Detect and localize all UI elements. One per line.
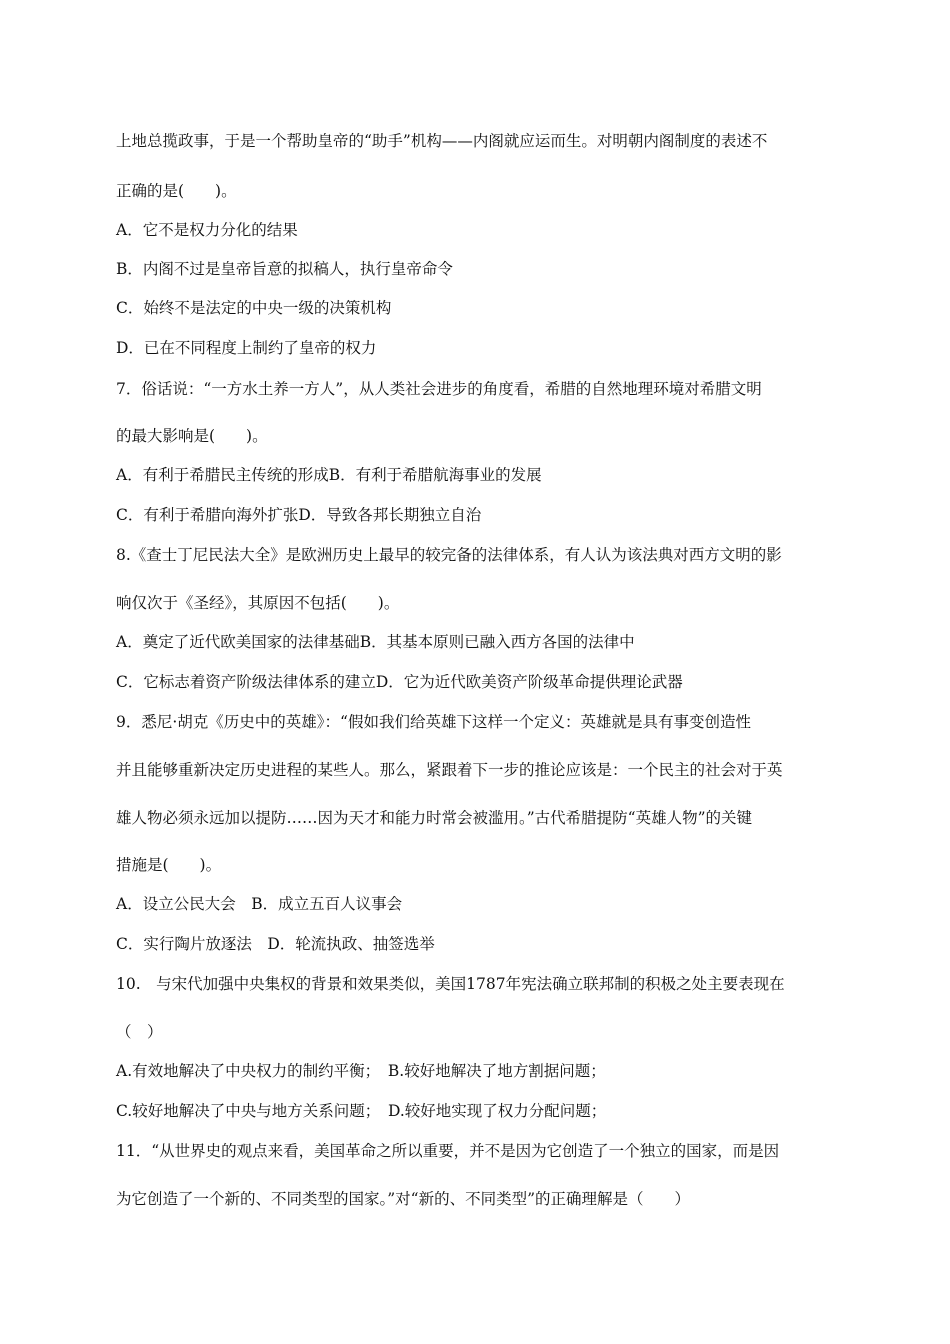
question-9: 9．悉尼·胡克《历史中的英雄》：“假如我们给英雄下这样一个定义：英雄就是具有事变创造性 bbox=[116, 713, 751, 731]
option-line: C．始终不是法定的中央一级的决策机构 bbox=[116, 299, 392, 317]
text-line: 正确的是( )。 bbox=[116, 182, 237, 200]
option-line: A．奠定了近代欧美国家的法律基础B．其基本原则已融入西方各国的法律中 bbox=[116, 633, 635, 651]
text-line: 的最大影响是( )。 bbox=[116, 427, 268, 445]
text-line: 并且能够重新决定历史进程的某些人。那么，紧跟着下一步的推论应该是：一个民主的社会对于英 bbox=[116, 761, 783, 779]
option-line: B．内阁不过是皇帝旨意的拟稿人，执行皇帝命令 bbox=[116, 260, 453, 278]
option-line: A．有利于希腊民主传统的形成B．有利于希腊航海事业的发展 bbox=[116, 466, 542, 484]
option-line: A.有效地解决了中央权力的制约平衡； B.较好地解决了地方割据问题； bbox=[116, 1062, 606, 1080]
text-line: （ ） bbox=[116, 1023, 163, 1041]
option-line: C.较好地解决了中央与地方关系问题； D.较好地实现了权力分配问题； bbox=[116, 1102, 607, 1120]
option-line: D．已在不同程度上制约了皇帝的权力 bbox=[116, 339, 377, 357]
option-line: C．实行陶片放逐法 D．轮流执政、抽签选举 bbox=[116, 935, 435, 953]
question-11: 11．“从世界史的观点来看，美国革命之所以重要，并不是因为它创造了一个独立的国家，而是因 bbox=[116, 1142, 780, 1160]
question-10: 10. 与宋代加强中央集权的背景和效果类似，美国1787年宪法确立联邦制的积极之处主要表现在 bbox=[116, 975, 785, 993]
text-line: 上地总揽政事，于是一个帮助皇帝的“助手”机构——内阁就应运而生。对明朝内阁制度的表述不 bbox=[116, 132, 768, 150]
text-line: 措施是( )。 bbox=[116, 856, 222, 874]
text-line: 为它创造了一个新的、不同类型的国家。”对“新的、不同类型”的正确理解是（ ） bbox=[116, 1190, 691, 1208]
text-line: 响仅次于《圣经》，其原因不包括( )。 bbox=[116, 594, 400, 612]
option-line: C．有利于希腊向海外扩张D．导致各邦长期独立自治 bbox=[116, 506, 482, 524]
question-7: 7．俗话说：“一方水土养一方人”，从人类社会进步的角度看，希腊的自然地理环境对希腊文明 bbox=[116, 380, 762, 398]
question-8: 8.《查士丁尼民法大全》是欧洲历史上最早的较完备的法律体系，有人认为该法典对西方文明的影 bbox=[116, 546, 782, 564]
option-line: C．它标志着资产阶级法律体系的建立D．它为近代欧美资产阶级革命提供理论武器 bbox=[116, 673, 683, 691]
option-line: A．它不是权力分化的结果 bbox=[116, 221, 298, 239]
option-line: A．设立公民大会 B．成立五百人议事会 bbox=[116, 895, 403, 913]
text-line: 雄人物必须永远加以提防……因为天才和能力时常会被滥用。”古代希腊提防“英雄人物”的关键 bbox=[116, 809, 753, 827]
